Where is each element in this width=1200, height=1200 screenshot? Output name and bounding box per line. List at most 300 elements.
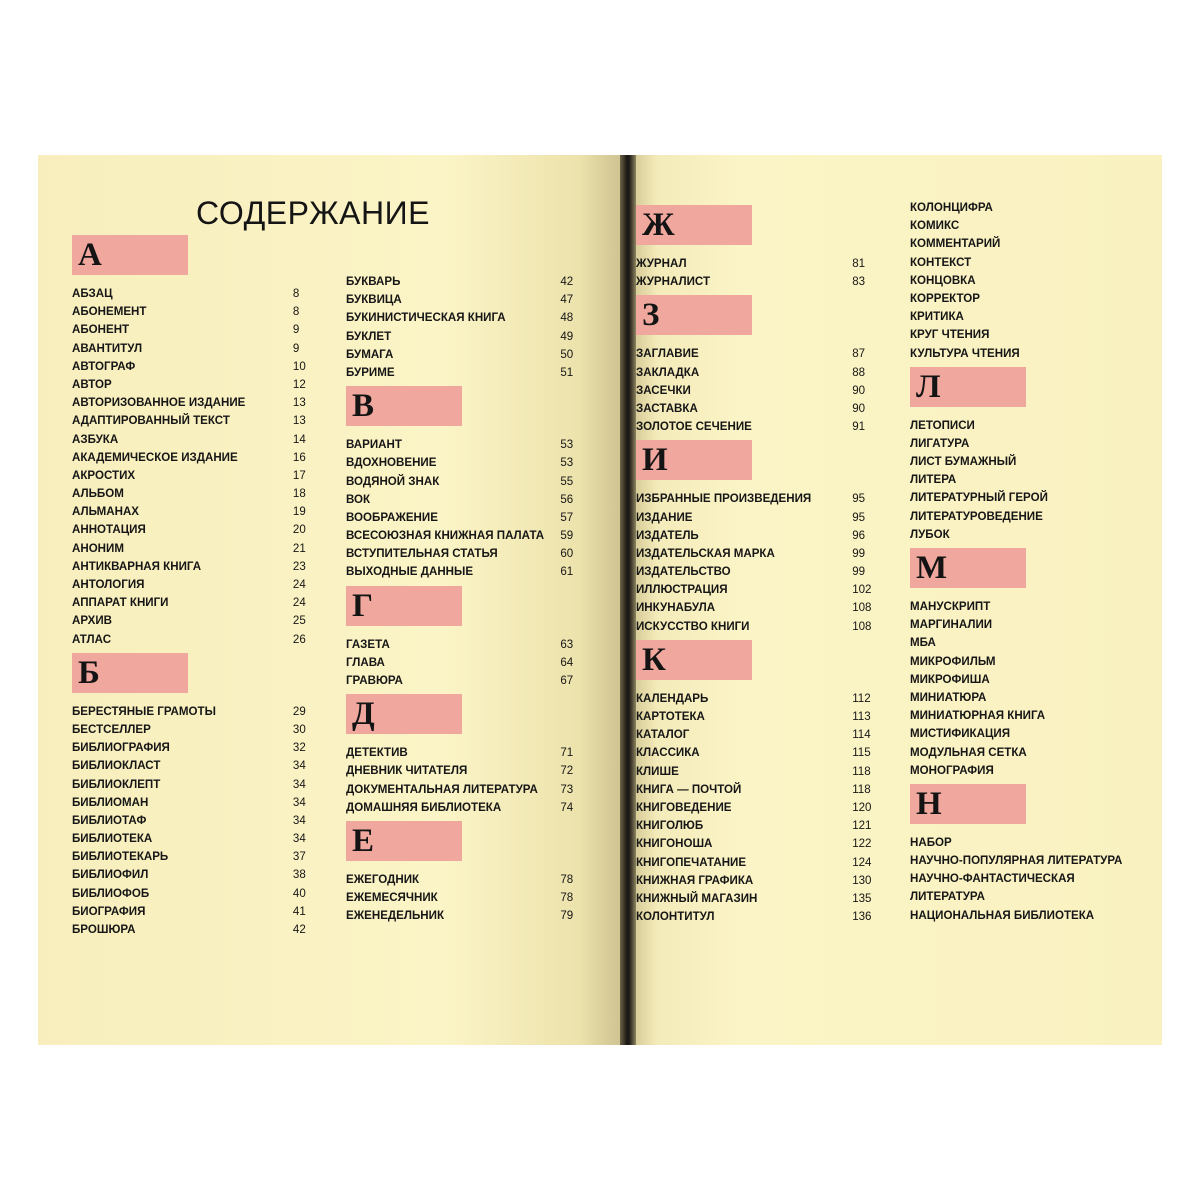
entry-term: КНИГОЛЮБ [636,818,704,833]
toc-entry[interactable] [910,744,1145,762]
section-letter-heading [636,440,886,480]
toc-entry[interactable] [910,653,1145,671]
toc-entry[interactable] [910,526,1145,544]
section-letter-heading [910,784,1160,824]
toc-entry[interactable] [636,599,871,617]
entry-term: АВТОГРАФ [72,358,136,373]
entry-term: МАРГИНАЛИИ [910,617,993,632]
entry-page-number: 55 [560,473,574,488]
entry-page-number: 34 [292,812,306,827]
toc-entry[interactable] [72,558,307,576]
entry-term: АЛЬМАНАХ [72,504,140,519]
toc-entry[interactable] [910,235,1145,253]
entry-term: КРУГ ЧТЕНИЯ [910,327,990,342]
entry-page-number: 34 [292,776,306,791]
entry-term: АВТОР [72,376,112,391]
toc-entry[interactable] [910,254,1145,272]
toc-entry[interactable] [346,328,581,346]
entry-term: АБОНЕНТ [72,322,130,337]
entry-term: ЛИТЕРАТУРНЫЙ ГЕРОЙ [910,490,1048,505]
entry-term: КНИЖНАЯ ГРАФИКА [636,872,754,887]
entry-page-number: 87 [852,346,866,361]
entry-term: БИБЛИОФИЛ [72,867,149,882]
entry-page-number: 91 [852,419,866,434]
toc-entry[interactable] [72,485,307,503]
toc-entry[interactable] [910,471,1145,489]
toc-entry[interactable] [636,908,871,926]
page-title: СОДЕРЖАНИЕ [196,195,430,231]
entry-term: ИЗБРАННЫЕ ПРОИЗВЕДЕНИЯ [636,491,812,506]
entry-page-number: 47 [560,292,574,307]
entry-page-number: 63 [560,636,574,651]
toc-entry[interactable] [636,490,871,508]
toc-entry[interactable] [910,707,1145,725]
entry-term: КНИЖНЫЙ МАГАЗИН [636,890,758,905]
section-letter: Н [916,785,942,822]
entry-page-number: 136 [852,909,872,924]
entry-term: АДАПТИРОВАННЫЙ ТЕКСТ [72,413,230,428]
toc-entry[interactable] [910,888,1145,906]
section-letter: И [642,442,668,479]
entry-term: ЛЕТОПИСИ [910,417,975,432]
entry-term: ЛИТЕРАТУРА [910,889,985,904]
section-letter: М [916,550,948,586]
toc-entry[interactable] [910,272,1145,290]
entry-page-number: 108 [852,618,872,633]
entry-page-number: 8 [292,304,300,319]
toc-entry[interactable] [72,449,307,467]
toc-entry[interactable] [72,321,307,339]
entry-term: ИЗДАТЕЛЬСКАЯ МАРКА [636,545,775,560]
toc-entry[interactable] [910,345,1145,363]
entry-term: ГРАВЮРА [346,673,403,687]
entry-page-number: 83 [852,274,866,289]
entry-page-number: 24 [292,595,306,610]
toc-entry[interactable] [636,400,871,418]
section-letter-heading [910,367,1160,407]
entry-term: КОНТЕКСТ [910,254,972,269]
entry-term: ЗАСТАВКА [636,400,698,415]
entry-page-number: 90 [852,400,866,415]
entry-term: КОММЕНТАРИЙ [910,236,1001,251]
toc-entry[interactable] [636,345,871,363]
toc-entry[interactable] [346,364,581,382]
toc-entry[interactable] [72,376,307,394]
toc-entry[interactable] [636,418,871,436]
entry-term: ВООБРАЖЕНИЕ [346,509,438,524]
index-column [72,231,322,939]
toc-entry[interactable] [636,618,871,636]
section-letter-heading [636,205,886,245]
toc-entry[interactable] [910,671,1145,689]
entry-term: ВОК [346,491,371,506]
entry-page-number: 8 [292,286,300,300]
entry-page-number: 88 [852,364,866,379]
entry-term: БУКИНИСТИЧЕСКАЯ КНИГА [346,310,506,325]
entry-term: АППАРАТ КНИГИ [72,595,169,610]
entry-page-number: 37 [292,849,306,864]
entry-term: БЕСТСЕЛЛЕР [72,721,151,736]
toc-entry[interactable] [72,921,307,939]
toc-entry[interactable] [346,309,581,327]
entry-term: ЗАСЕЧКИ [636,382,691,397]
section-letter: В [352,388,375,425]
toc-entry[interactable] [346,889,581,907]
right-page [636,155,1162,1045]
toc-entry[interactable] [636,890,871,908]
entry-term: КНИГОНОША [636,836,713,851]
entry-page-number: 53 [560,437,574,452]
entry-term: КОНЦОВКА [910,272,976,287]
toc-entry[interactable] [910,290,1145,308]
toc-entry[interactable] [72,540,307,558]
entry-page-number: 21 [292,540,306,555]
entry-page-number: 24 [292,577,306,591]
entry-page-number: 17 [292,467,306,482]
toc-entry[interactable] [910,308,1145,326]
entry-page-number: 90 [852,382,866,397]
entry-term: БРОШЮРА [72,922,136,936]
toc-entry[interactable] [72,503,307,521]
entry-term: НАБОР [910,834,952,849]
toc-entry[interactable] [910,634,1145,652]
entry-term: ГАЗЕТА [346,636,390,651]
entry-term: КОЛОНЦИФРА [910,200,993,214]
entry-page-number: 118 [852,763,871,778]
index-column [346,273,596,926]
entry-page-number: 14 [292,431,306,446]
toc-entry[interactable] [910,870,1145,888]
toc-entry[interactable] [910,762,1145,780]
toc-entry[interactable] [636,835,871,853]
toc-entry[interactable] [910,453,1145,471]
toc-entry[interactable] [346,799,581,817]
toc-entry[interactable] [636,527,871,545]
toc-entry[interactable] [72,431,307,449]
entry-term: ЛИТЕРАТУРОВЕДЕНИЕ [910,508,1043,523]
toc-entry[interactable] [72,594,307,612]
entry-term: КНИГА — ПОЧТОЙ [636,781,742,796]
toc-entry[interactable] [72,848,307,866]
entry-page-number: 42 [560,274,574,288]
entry-term: МОНОГРАФИЯ [910,762,994,777]
toc-entry[interactable] [636,509,871,527]
toc-entry[interactable] [72,340,307,358]
entry-page-number: 95 [852,509,866,524]
entry-term: БУКЛЕТ [346,328,392,343]
toc-entry[interactable] [346,491,581,509]
entry-page-number: 121 [852,818,872,833]
entry-page-number: 40 [292,885,306,900]
section-letter-heading [72,653,322,693]
toc-entry[interactable] [72,885,307,903]
entry-term: НАЦИОНАЛЬНАЯ БИБЛИОТЕКА [910,907,1095,922]
entry-page-number: 95 [852,491,866,506]
entry-term: КНИГОВЕДЕНИЕ [636,799,732,814]
entry-term: НАУЧНО-ФАНТАСТИЧЕСКАЯ [910,871,1075,886]
entry-term: АТЛАС [72,631,112,646]
toc-entry[interactable] [910,834,1145,852]
entry-page-number: 99 [852,564,866,579]
entry-term: КАЛЕНДАРЬ [636,690,709,705]
entry-page-number: 53 [560,455,574,470]
entry-page-number: 30 [292,721,306,736]
entry-page-number: 34 [292,758,306,773]
toc-entry[interactable] [636,799,871,817]
entry-term: ДОКУМЕНТАЛЬНАЯ ЛИТЕРАТУРА [346,781,538,796]
entry-term: ДНЕВНИК ЧИТАТЕЛЯ [346,763,468,778]
toc-entry[interactable] [636,273,871,291]
toc-entry[interactable] [346,762,581,780]
section-letter-heading [72,235,322,275]
section-letter: Б [78,654,100,691]
entry-term: ЖУРНАЛ [636,256,687,270]
entry-page-number: 120 [852,799,872,814]
toc-entry[interactable] [346,744,581,762]
toc-entry[interactable] [72,303,307,321]
entry-term: ИНКУНАБУЛА [636,600,716,615]
entry-term: БУКВИЦА [346,292,402,307]
entry-term: НАУЧНО-ПОПУЛЯРНАЯ ЛИТЕРАТУРА [910,853,1123,868]
entry-term: АВАНТИТУЛ [72,340,143,355]
entry-term: ЗАКЛАДКА [636,364,700,379]
entry-page-number: 72 [560,763,574,778]
toc-entry[interactable] [72,612,307,630]
toc-entry[interactable] [346,781,581,799]
entry-page-number: 56 [560,491,574,506]
entry-page-number: 19 [292,504,306,519]
toc-entry[interactable] [346,527,581,545]
toc-entry[interactable] [72,285,307,303]
toc-entry[interactable] [72,794,307,812]
toc-entry[interactable] [346,473,581,491]
toc-entry[interactable] [636,744,871,762]
toc-entry[interactable] [910,616,1145,634]
toc-entry[interactable] [636,545,871,563]
toc-entry[interactable] [910,326,1145,344]
toc-entry[interactable] [346,654,581,672]
entry-page-number: 51 [560,364,574,379]
toc-entry[interactable] [346,436,581,454]
entry-page-number: 32 [292,740,306,755]
toc-entry[interactable] [636,382,871,400]
toc-entry[interactable] [72,721,307,739]
entry-page-number: 25 [292,613,306,628]
toc-entry[interactable] [72,467,307,485]
toc-entry[interactable] [636,690,871,708]
entry-term: МИКРОФИЛЬМ [910,653,996,668]
toc-entry[interactable] [72,394,307,412]
toc-entry[interactable] [346,636,581,654]
toc-entry[interactable] [636,817,871,835]
left-page [38,155,620,1045]
entry-page-number: 67 [560,673,574,687]
entry-term: АРХИВ [72,613,112,628]
entry-term: ЖУРНАЛИСТ [636,274,711,289]
toc-entry[interactable] [346,291,581,309]
entry-term: БИБЛИОТАФ [72,812,147,827]
entry-page-number: 10 [292,358,306,373]
toc-entry[interactable] [346,672,581,690]
toc-entry[interactable] [72,866,307,884]
entry-page-number: 60 [560,546,574,561]
entry-page-number: 113 [852,709,871,723]
entry-term: АКРОСТИХ [72,467,136,482]
entry-term: ЛИСТ БУМАЖНЫЙ [910,454,1017,469]
book-spread [38,155,1162,1045]
toc-entry[interactable] [346,454,581,472]
entry-term: АНОНИМ [72,540,124,555]
entry-term: БИБЛИОГРАФИЯ [72,740,170,755]
section-letter: А [78,237,102,273]
toc-entry[interactable] [72,757,307,775]
toc-entry[interactable] [346,273,581,291]
section-letter-heading [636,295,886,335]
entry-term: ЗОЛОТОЕ СЕЧЕНИЕ [636,419,752,434]
toc-entry[interactable] [910,508,1145,526]
entry-term: ЛИТЕРА [910,472,957,487]
toc-entry[interactable] [636,563,871,581]
entry-term: ЛИГАТУРА [910,435,970,450]
toc-entry[interactable] [72,521,307,539]
entry-term: ИЗДАНИЕ [636,509,693,524]
entry-term: БИБЛИОФОБ [72,885,150,900]
toc-entry[interactable] [910,907,1145,925]
entry-page-number: 78 [560,890,574,905]
entry-term: МБА [910,635,936,650]
toc-entry[interactable] [636,708,871,726]
toc-entry[interactable] [72,358,307,376]
toc-entry[interactable] [636,763,871,781]
toc-entry[interactable] [72,739,307,757]
toc-entry[interactable] [910,725,1145,743]
section-letter-heading [910,548,1160,588]
entry-page-number: 61 [560,564,574,579]
index-column [910,199,1160,925]
toc-entry[interactable] [72,576,307,594]
toc-entry[interactable] [636,364,871,382]
toc-entry[interactable] [636,854,871,872]
entry-term: БУКВАРЬ [346,274,401,288]
toc-entry[interactable] [346,509,581,527]
toc-entry[interactable] [636,726,871,744]
toc-entry[interactable] [910,217,1145,235]
section-letter: Л [916,368,941,405]
entry-page-number: 81 [852,256,866,270]
section-letter: Ж [642,207,675,243]
toc-entry[interactable] [910,417,1145,435]
entry-term: МИСТИФИКАЦИЯ [910,726,1011,741]
toc-entry[interactable] [636,781,871,799]
entry-term: КОЛОНТИТУЛ [636,909,715,924]
section-letter: Д [352,696,375,733]
entry-page-number: 96 [852,527,866,542]
entry-term: ЕЖЕНЕДЕЛЬНИК [346,908,445,923]
toc-entry[interactable] [636,872,871,890]
entry-page-number: 74 [560,799,574,814]
entry-page-number: 114 [852,727,871,742]
toc-entry[interactable] [910,598,1145,616]
toc-entry[interactable] [636,255,871,273]
entry-page-number: 18 [292,486,306,501]
entry-term: МИНИАТЮРНАЯ КНИГА [910,708,1046,723]
entry-page-number: 108 [852,600,872,615]
entry-term: ВАРИАНТ [346,437,402,452]
toc-entry[interactable] [636,581,871,599]
toc-entry[interactable] [72,903,307,921]
entry-term: ВСТУПИТЕЛЬНАЯ СТАТЬЯ [346,546,498,561]
section-letter-heading [346,821,596,861]
toc-entry[interactable] [72,830,307,848]
toc-entry[interactable] [910,852,1145,870]
toc-entry[interactable] [346,346,581,364]
entry-term: АБОНЕМЕНТ [72,304,147,319]
entry-term: МОДУЛЬНАЯ СЕТКА [910,744,1027,759]
toc-entry[interactable] [72,412,307,430]
entry-term: ВДОХНОВЕНИЕ [346,455,437,470]
toc-entry[interactable] [346,563,581,581]
toc-entry[interactable] [910,489,1145,507]
section-letter: К [642,641,666,678]
toc-entry[interactable] [346,871,581,889]
index-column [636,201,886,926]
entry-term: ЛУБОК [910,526,950,541]
entry-term: АНТИКВАРНАЯ КНИГА [72,558,202,573]
toc-entry[interactable] [72,703,307,721]
toc-entry[interactable] [910,199,1145,217]
entry-term: БИБЛИОТЕКА [72,831,153,846]
entry-term: КЛИШЕ [636,763,679,778]
entry-page-number: 59 [560,528,574,543]
entry-page-number: 64 [560,654,574,669]
entry-term: КЛАССИКА [636,745,700,760]
entry-term: КНИГОПЕЧАТАНИЕ [636,854,747,869]
entry-term: КРИТИКА [910,309,964,324]
entry-term: ДЕТЕКТИВ [346,745,408,760]
entry-page-number: 9 [292,322,300,337]
entry-page-number: 13 [292,413,306,428]
entry-term: ВОДЯНОЙ ЗНАК [346,473,440,488]
entry-page-number: 48 [560,310,574,325]
toc-entry[interactable] [910,689,1145,707]
section-letter: Г [352,587,373,624]
entry-page-number: 34 [292,831,306,846]
section-letter-heading [346,386,596,426]
toc-entry[interactable] [72,631,307,649]
entry-term: ВСЕСОЮЗНАЯ КНИЖНАЯ ПАЛАТА [346,528,545,543]
toc-entry[interactable] [72,776,307,794]
entry-term: ИЗДАТЕЛЬСТВО [636,564,731,579]
entry-page-number: 78 [560,871,574,886]
entry-term: АНТОЛОГИЯ [72,577,145,591]
entry-page-number: 20 [292,522,306,537]
entry-term: КАРТОТЕКА [636,709,705,723]
entry-term: БИБЛИОТЕКАРЬ [72,849,169,864]
toc-entry[interactable] [910,435,1145,453]
entry-page-number: 112 [852,690,871,705]
entry-term: АННОТАЦИЯ [72,522,146,537]
toc-entry[interactable] [346,545,581,563]
entry-page-number: 102 [852,582,872,597]
entry-page-number: 29 [292,703,306,718]
entry-term: КАТАЛОГ [636,727,690,742]
toc-entry[interactable] [72,812,307,830]
entry-term: МИКРОФИША [910,671,990,686]
entry-term: БЕРЕСТЯНЫЕ ГРАМОТЫ [72,703,216,718]
toc-entry[interactable] [346,907,581,925]
entry-term: АЗБУКА [72,431,119,446]
entry-page-number: 50 [560,346,574,361]
